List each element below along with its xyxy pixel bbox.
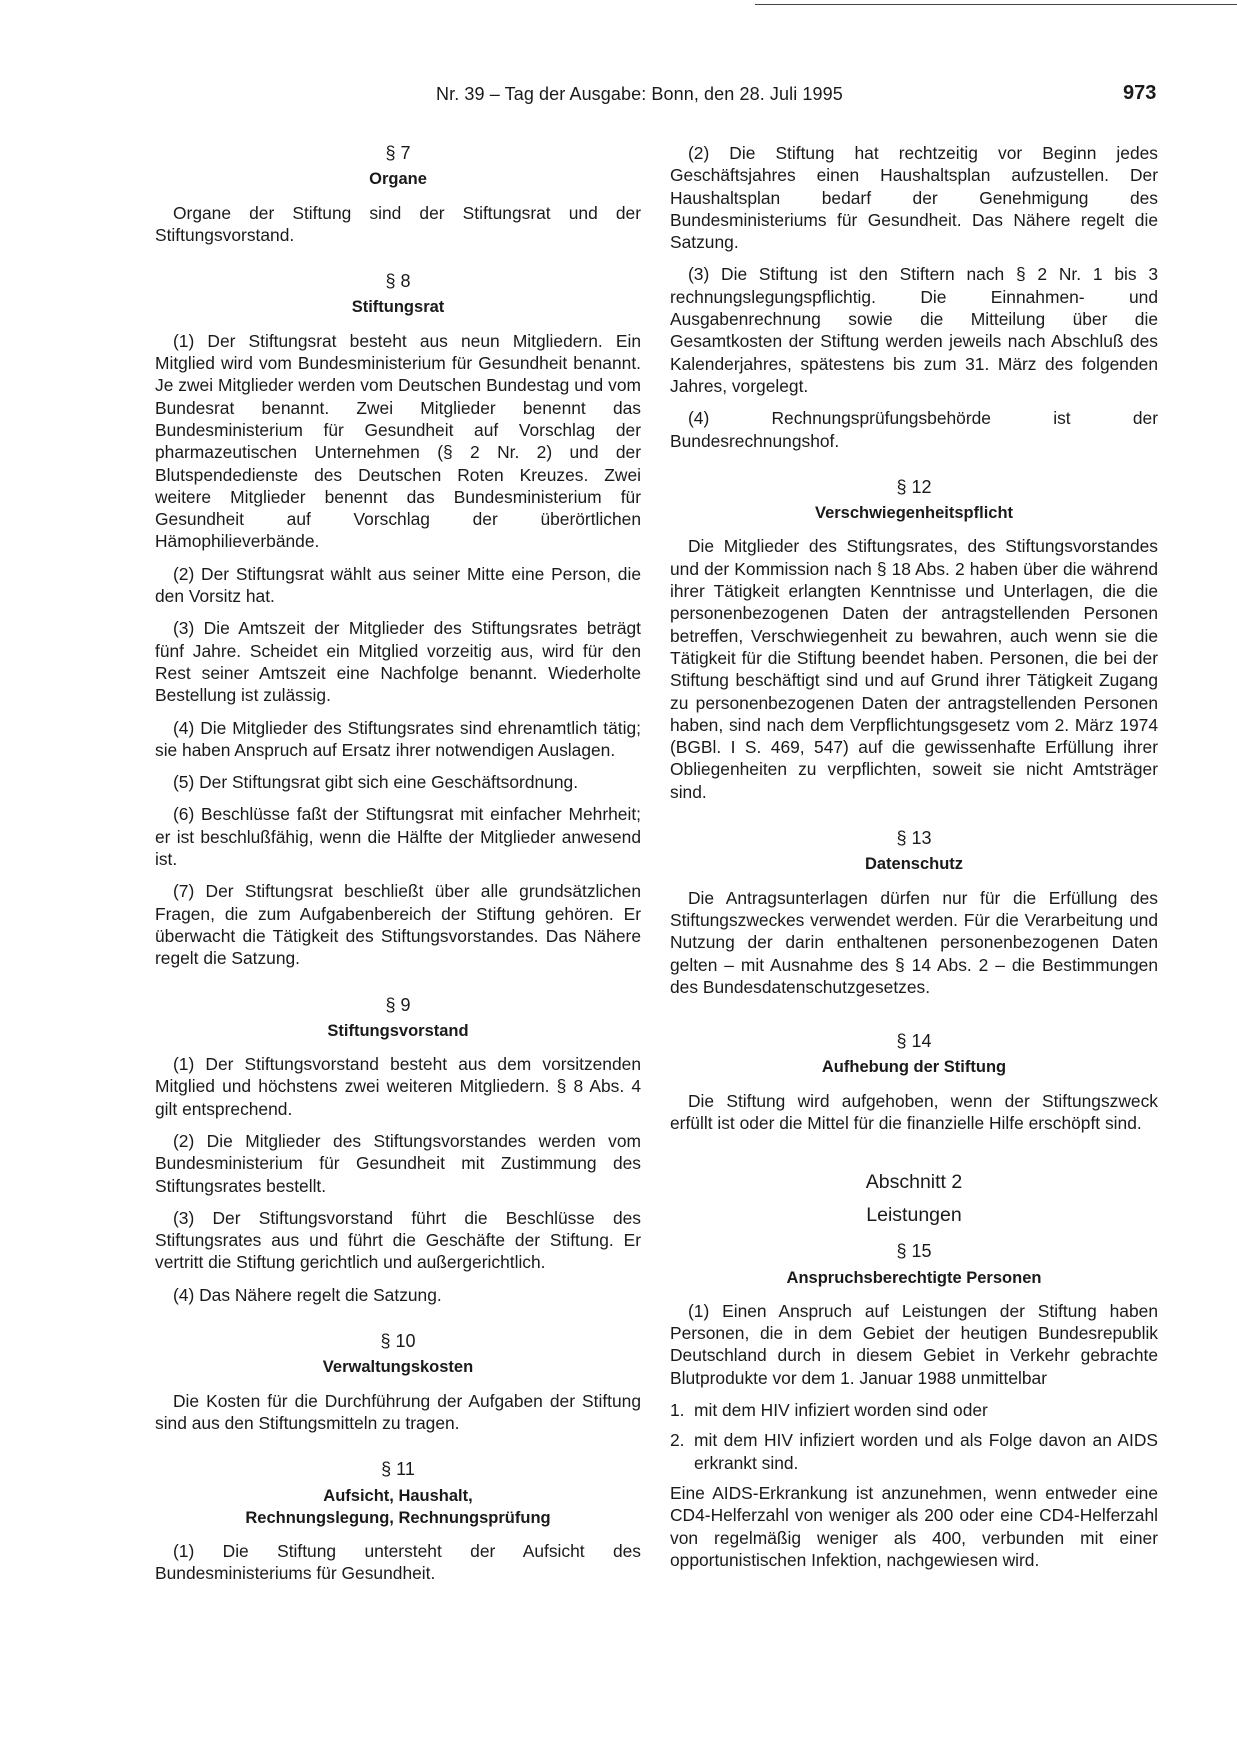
section-number: § 15 bbox=[896, 1241, 932, 1262]
right-column bbox=[670, 142, 1158, 1581]
section-number: § 13 bbox=[896, 828, 932, 849]
running-head: Nr. 39 – Tag der Ausgabe: Bonn, den 28. Juli 1995 bbox=[436, 84, 843, 104]
paragraph: (2) Die Stiftung hat rechtzeitig vor Beginn jedes Geschäftsjahres einen Haushaltsplan aufzustellen. Der Haushaltsplan bedarf der Genehmigung des Bundesministeriums für Gesundheit. Das Nähere regelt die Satzung. bbox=[670, 143, 1158, 253]
paragraph: (4) Rechnungsprüfungsbehörde ist der Bundesrechnungshof. bbox=[670, 408, 1158, 451]
paragraph: (1) Die Stiftung untersteht der Aufsicht des Bundesministeriums für Gesundheit. bbox=[155, 1541, 641, 1584]
paragraph: (3) Der Stiftungsvorstand führt die Beschlüsse des Stiftungsrates aus und führt die Geschäfte der Stiftung. Er vertritt die Stiftung gerichtlich und außergerichtlich. bbox=[155, 1207, 641, 1273]
section-title: Rechnungslegung, Rechnungsprüfung bbox=[245, 1508, 551, 1527]
paragraph: (1) Der Stiftungsrat besteht aus neun Mitgliedern. Ein Mitglied wird vom Bundesministerium für Gesundheit benannt. Je zwei Mitglieder werden vom Deutschen Bundestag und vom Bundesrat benannt. Zwei Mitglieder benennt das Bundesministerium für Gesundheit auf Vorschlag der pharmazeutischen Unternehmen (§ 2 Nr. 2) und der Blutspendedienste des Deutschen Roten Kreuzes. Zwei weitere Mitglieder benennt das Bundesministerium für Gesundheit auf Vorschlag der überörtlichen Hämophilieverbände. bbox=[155, 330, 641, 552]
chapter-label: Abschnitt 2 bbox=[865, 1171, 963, 1194]
page-number: 973 bbox=[1123, 82, 1157, 104]
list-number: 2. bbox=[670, 1430, 685, 1451]
chapter-title: Leistungen bbox=[866, 1204, 962, 1227]
paragraph: (2) Die Mitglieder des Stiftungsvorstandes werden vom Bundesministerium für Gesundheit mit Zustimmung des Stiftungsrates bestellt. bbox=[155, 1130, 641, 1196]
paragraph: (5) Der Stiftungsrat gibt sich eine Geschäftsordnung. bbox=[173, 772, 579, 793]
section-title: Stiftungsrat bbox=[351, 298, 445, 317]
section-title: Anspruchsberechtigte Personen bbox=[786, 1268, 1042, 1287]
section-title: Stiftungsvorstand bbox=[327, 1021, 469, 1040]
paragraph: Organe der Stiftung sind der Stiftungsrat und der Stiftungsvorstand. bbox=[155, 202, 641, 245]
paragraph: (7) Der Stiftungsrat beschließt über alle grundsätzlichen Fragen, die zum Aufgabenbereich der Stiftung gehören. Er überwacht die Tätigkeit des Stiftungsvorstandes. Das Nähere regelt die Satzung. bbox=[155, 881, 641, 969]
list-item bbox=[670, 1399, 1158, 1421]
section-title: Aufsicht, Haushalt, bbox=[323, 1486, 473, 1505]
list-item bbox=[670, 1429, 1158, 1474]
list-text: mit dem HIV infiziert worden und als Folge davon an AIDS erkrankt sind. bbox=[694, 1430, 1158, 1473]
section-number: § 14 bbox=[896, 1031, 932, 1052]
paragraph: Die Mitglieder des Stiftungsrates, des Stiftungsvorstandes und der Kommission nach § 18 Abs. 2 haben über die während ihrer Tätigkeit erlangten Kenntnisse und Unterlagen, die die personenbezogenen Daten der antragstellenden Personen betreffen, Verschwiegenheit zu bewahren, auch wenn sie die Tätigkeit für die Stiftung beendet haben. Personen, die bei der Stiftung beschäftigt sind und auf Grund ihrer Tätigkeit Zugang zu personenbezogenen Daten der antragstellenden Personen haben, sind nach dem Verpflichtungsgesetz vom 2. März 1974 (BGBl. I S. 469, 547) auf die gewissenhafte Erfüllung ihrer Obliegenheiten zu verpflichten, soweit sie nicht Amtsträger sind. bbox=[670, 536, 1158, 802]
paragraph: (4) Das Nähere regelt die Satzung. bbox=[173, 1284, 442, 1305]
paragraph: (3) Die Stiftung ist den Stiftern nach § 2 Nr. 1 bis 3 rechnungslegungspflichtig. Die Einnahmen- und Ausgabenrechnung sowie die Mitteilung über die Gesamtkosten der Stiftung werden jeweils nach Abschluß des Kalenderjahres, spätestens bis zum 31. März des folgenden Jahres, vorgelegt. bbox=[670, 264, 1158, 396]
section-title: Verwaltungskosten bbox=[322, 1358, 474, 1377]
section-number: § 9 bbox=[385, 994, 411, 1015]
paragraph: Die Antragsunterlagen dürfen nur für die Erfüllung des Stiftungszweckes verwendet werden. Für die Verarbeitung und Nutzung der darin enthaltenen personenbezogenen Daten gelten – mit Ausnahme des § 14 Abs. 2 – die Bestimmungen des Bundesdatenschutzgesetzes. bbox=[670, 887, 1158, 997]
page-header bbox=[0, 84, 1237, 114]
section-title: Organe bbox=[369, 170, 427, 189]
section-title: Datenschutz bbox=[864, 855, 964, 874]
section-number: § 8 bbox=[385, 271, 411, 292]
paragraph: (6) Beschlüsse faßt der Stiftungsrat mit einfacher Mehrheit; er ist beschlußfähig, wenn die Hälfte der Mitglieder anwesend ist. bbox=[155, 804, 641, 870]
top-rule bbox=[755, 4, 1237, 5]
paragraph: Eine AIDS-Erkrankung ist anzunehmen, wenn entweder eine CD4-Helferzahl von weniger als 200 oder eine CD4-Helferzahl von regelmäßig weniger als 400, verbunden mit einer opportunistischen Infektion, nachgewiesen wird. bbox=[670, 1482, 1158, 1570]
paragraph: (4) Die Mitglieder des Stiftungsrates sind ehrenamtlich tätig; sie haben Anspruch auf Ersatz ihrer notwendigen Auslagen. bbox=[155, 717, 641, 760]
list-number: 1. bbox=[670, 1400, 685, 1421]
section-number: § 10 bbox=[380, 1331, 416, 1352]
list-text: mit dem HIV infiziert worden sind oder bbox=[694, 1400, 988, 1421]
paragraph: Die Stiftung wird aufgehoben, wenn der Stiftungszweck erfüllt ist oder die Mittel für die finanzielle Hilfe erschöpft sind. bbox=[670, 1090, 1158, 1133]
paragraph: (3) Die Amtszeit der Mitglieder des Stiftungsrates beträgt fünf Jahre. Scheidet ein Mitglied vorzeitig aus, wird für den Rest seiner Amtszeit eine Nachfolge benannt. Wiederholte Bestellung ist zulässig. bbox=[155, 618, 641, 706]
section-number: § 12 bbox=[896, 476, 932, 497]
section-number: § 7 bbox=[385, 143, 411, 163]
left-column bbox=[155, 142, 641, 1595]
paragraph: (1) Einen Anspruch auf Leistungen der Stiftung haben Personen, die in dem Gebiet der heutigen Bundesrepublik Deutschland durch in diesem Gebiet in Verkehr gebrachte Blutprodukte vor dem 1. Januar 1988 unmittelbar bbox=[670, 1300, 1158, 1388]
paragraph: Die Kosten für die Durchführung der Aufgaben der Stiftung sind aus den Stiftungsmitteln zu tragen. bbox=[155, 1390, 641, 1433]
section-title: Aufhebung der Stiftung bbox=[821, 1058, 1007, 1077]
paragraph: (2) Der Stiftungsrat wählt aus seiner Mitte eine Person, die den Vorsitz hat. bbox=[155, 563, 641, 607]
paragraph: (1) Der Stiftungsvorstand besteht aus dem vorsitzenden Mitglied und höchstens zwei weiteren Mitgliedern. § 8 Abs. 4 gilt entsprechend. bbox=[155, 1054, 641, 1119]
section-title: Verschwiegenheitspflicht bbox=[814, 504, 1014, 523]
section-number: § 11 bbox=[381, 1459, 415, 1480]
